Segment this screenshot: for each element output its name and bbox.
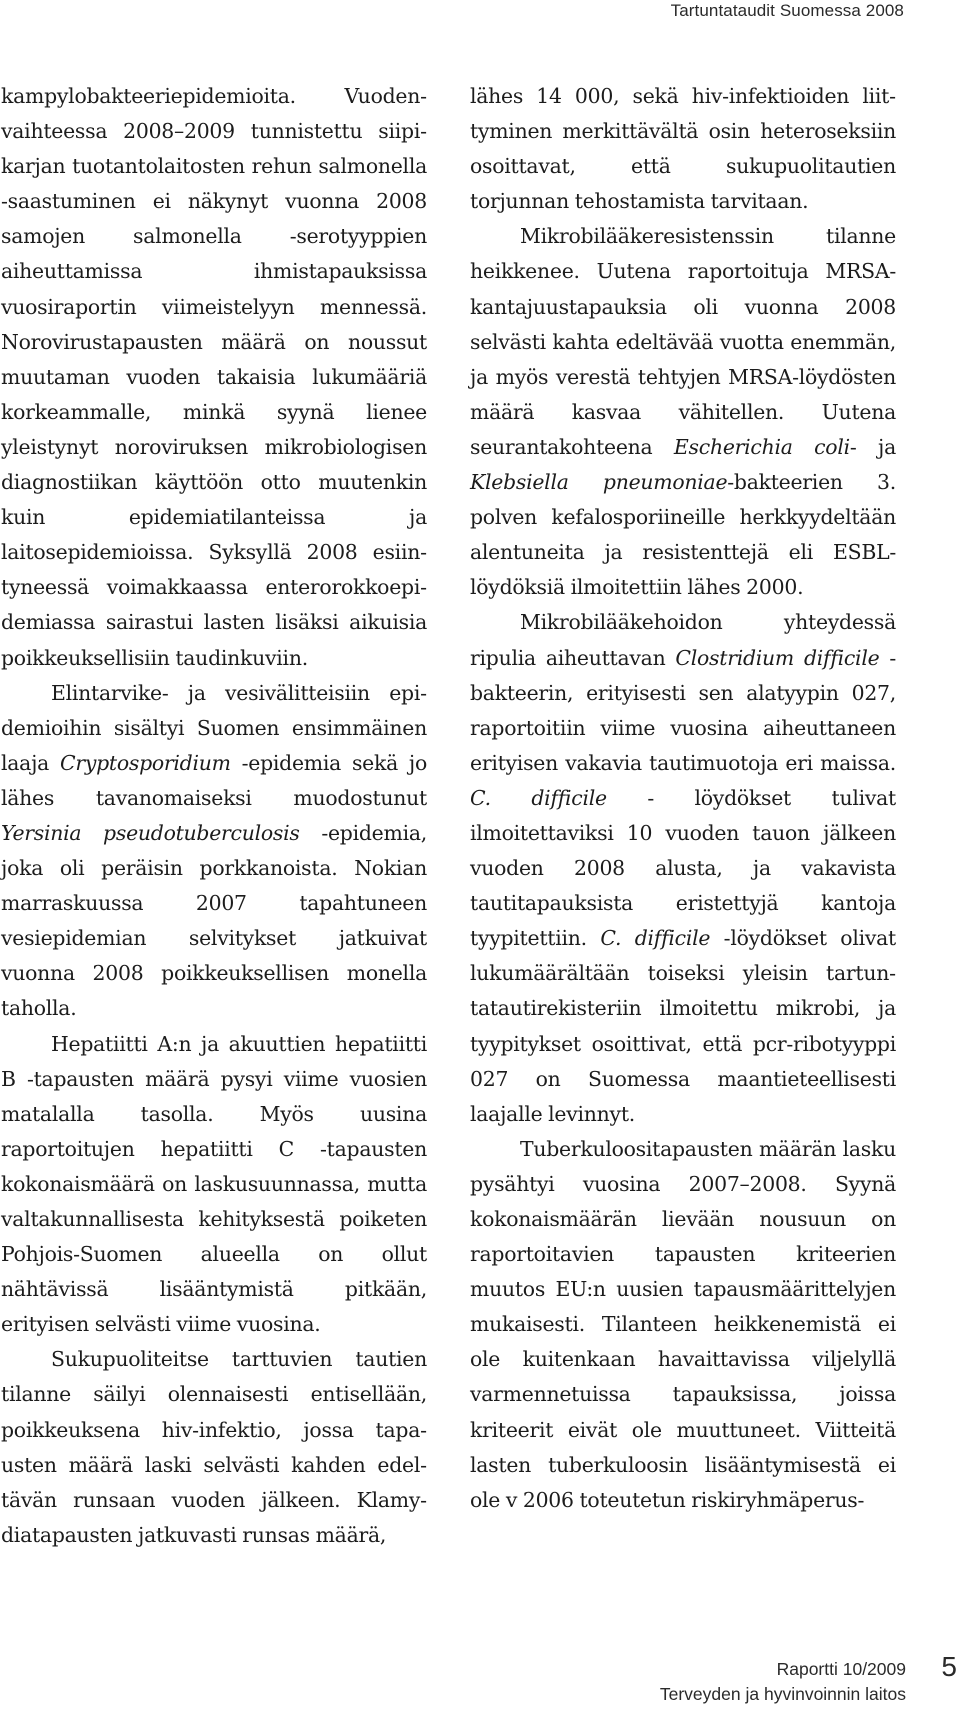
report-number: Raportti 10/2009 xyxy=(776,1659,906,1679)
paragraph-p4 xyxy=(1,1342,427,1553)
running-title: Tartuntataudit Suomessa 2008 xyxy=(670,1,904,20)
italic-term: Clostridium difficile xyxy=(675,645,880,670)
page-footer xyxy=(600,1657,906,1707)
italic-term: C. difficile xyxy=(470,785,607,810)
text-run: Mikrobilääkeresistenssin tilanne heikkenee. Uutena raportoituja MRSA-kantajuustapauksia oli vuonna 2008 selvästi kahta edeltävää vuotta enemmän, ja myös verestä tehtyjen MRSA-löydösten määrä kasvaa vähitellen. Uutena seurantakohteena xyxy=(470,224,896,459)
paragraph-p3 xyxy=(1,1027,427,1343)
text-run: - ja xyxy=(849,434,896,459)
paragraph-p6 xyxy=(470,219,896,605)
text-run: -bakteerien 3. polven kefalosporiineille herkkyydeltään alentuneita ja resistenttejä eli ESBL-löydöksiä ilmoitettiin lähes 2000. xyxy=(470,470,896,600)
text-run: -epidemia sekä jo lähes tavanomaiseksi muodostunut xyxy=(1,750,427,810)
text-run: lähes 14 000, sekä hiv-infektioiden liittyminen merkittävältä osin heteroseksiin osoittavat, että sukupuolitautien torjunnan tehostamista tarvitaan. xyxy=(470,84,896,214)
text-run: Mikrobilääkehoidon yhteydessä ripulia aiheuttavan xyxy=(470,610,896,670)
paragraph-p7 xyxy=(470,605,896,1131)
italic-term: Escherichia coli xyxy=(673,434,850,459)
paragraph-p1 xyxy=(1,79,427,676)
text-run: -löydökset olivat lukumäärältään toiseksi yleisin tartuntatautirekisteriin ilmoitettu mikrobi, ja tyypitykset osoittivat, että pcr-ribotyyppi 027 on Suomessa maantieteellisesti laajalle levinnyt. xyxy=(470,926,896,1126)
right-text-column xyxy=(470,79,896,1518)
text-run: Elintarvike- ja vesivälitteisiin epidemioihin sisältyi Suomen ensimmäinen laaja xyxy=(1,680,427,775)
text-run: kampylobakteeriepidemioita. Vuodenvaihteessa 2008–2009 tunnistettu siipikarjan tuotantolaitosten rehun salmonella -saastuminen ei näkynyt vuonna 2008 samojen salmonella -serotyyppien aiheuttamissa ihmistapauksissa vuosiraportin viimeistelyyn mennessä. Norovirustapausten määrä on noussut muutaman vuoden takaisia lukumääriä korkeammalle, minkä syynä lienee yleistynyt noroviruksen mikrobiologisen diagnostiikan käyttöön otto muutenkin kuin epidemiatilanteissa ja laitosepidemioissa. Syksyllä 2008 esiintyneessä voimakkaassa enterorokkoepidemiassa sairastui lasten lisäksi aikuisia poikkeuksellisiin taudinkuviin. xyxy=(1,84,427,670)
italic-term: Klebsiella pneumoniae xyxy=(470,470,728,495)
italic-term: Cryptosporidium xyxy=(59,750,231,775)
left-text-column xyxy=(1,79,427,1553)
text-run: -epidemia, joka oli peräisin porkkanoista. Nokian marraskuussa 2007 tapahtuneen vesiepidemian selvitykset jatkuivat vuonna 2008 poikkeuksellisen monella taholla. xyxy=(1,820,427,1021)
text-run: - löydökset tulivat ilmoitettaviksi 10 vuoden tauon jälkeen vuoden 2008 alusta, ja vakavista tautitapauksista eristettyjä kantoja tyypitettiin. xyxy=(470,785,896,951)
text-run: -bakteerin, erityisesti sen alatyypin 027, raportoitiin viime vuosina aiheuttaneen erityisen vakavia tautimuotoja eri maissa. xyxy=(470,645,896,775)
paragraph-p8 xyxy=(470,1132,896,1518)
text-run: Sukupuoliteitse tarttuvien tautien tilanne säilyi olennaisesti entisellään, poikkeuksena hiv-infektio, jossa tapausten määrä laski selvästi kahden edeltävän runsaan vuoden jälkeen. Klamydiatapausten jatkuvasti runsas määrä, xyxy=(1,1347,427,1547)
italic-term: Yersinia pseudotuberculosis xyxy=(1,820,300,845)
page-number: 5 xyxy=(941,1651,957,1682)
italic-term: C. difficile xyxy=(600,926,711,951)
paragraph-p5 xyxy=(470,79,896,219)
paragraph-p2 xyxy=(1,676,427,1027)
text-run: Hepatiitti A:n ja akuuttien hepatiitti B -tapausten määrä pysyi viime vuosien matalalla tasolla. Myös uusina raportoitujen hepatiitti C -tapausten kokonaismäärä on laskusuunnassa, mutta valtakunnallisesta kehityksestä poiketen Pohjois-Suomen alueella on ollut nähtävissä lisääntymistä pitkään, erityisen selvästi viime vuosina. xyxy=(1,1031,427,1337)
text-run: Tuberkuloositapausten määrän lasku pysähtyi vuosina 2007–2008. Syynä kokonaismäärän lievään nousuun on raportoitavien tapausten kriteerien muutos EU:n uusien tapausmäärittelyjen mukaisesti. Tilanteen heikkenemistä ei ole kuitenkaan havaittavissa viljelyllä varmennetuissa tapauksissa, joissa kriteerit eivät ole muuttuneet. Viitteitä lasten tuberkuloosin lisääntymisestä ei ole v 2006 toteutetun riskiryhmäperus- xyxy=(470,1136,896,1512)
publisher-name: Terveyden ja hyvinvoinnin laitos xyxy=(659,1684,906,1704)
